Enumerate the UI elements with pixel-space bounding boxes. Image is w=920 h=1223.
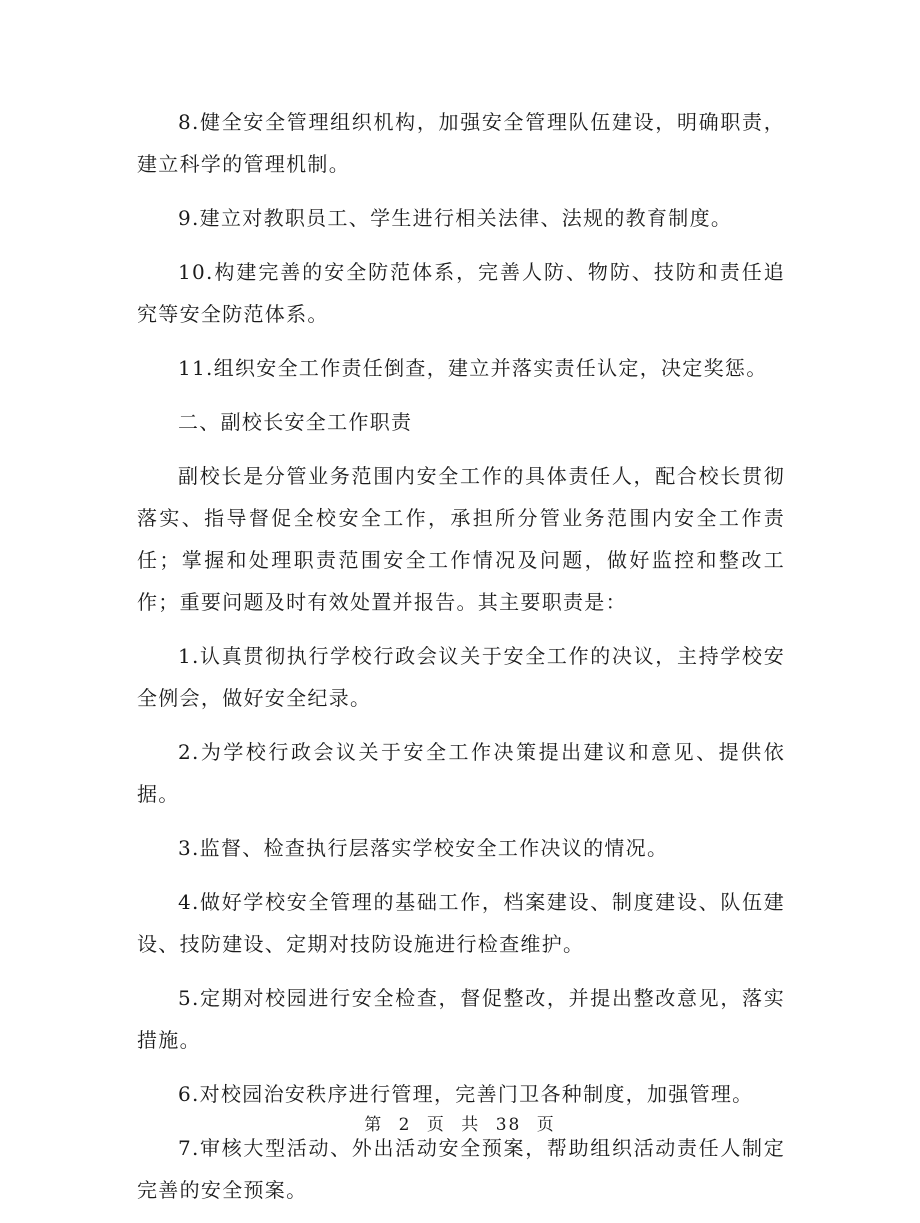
section-intro: 副校长是分管业务范围内安全工作的具体责任人，配合校长贯彻落实、指导督促全校安全工作，承担所分管业务范围内安全工作责任；掌握和处理职责范围安全工作情况及问题，做好监控和整改工作；重要问题及时有效处置并报告。其主要职责是： bbox=[137, 464, 785, 614]
paragraph-item-11: 11.组织安全工作责任倒查，建立并落实责任认定，决定奖惩。 bbox=[178, 356, 768, 380]
page-footer bbox=[0, 1110, 920, 1135]
duty-item-4: 4.做好学校安全管理的基础工作，档案建设、制度建设、队伍建设、技防建设、定期对技防设施进行检查维护。 bbox=[137, 890, 785, 956]
duty-item-6: 6.对校园治安秩序进行管理，完善门卫各种制度，加强管理。 bbox=[178, 1082, 754, 1106]
paragraph-item-10: 10.构建完善的安全防范体系，完善人防、物防、技防和责任追究等安全防范体系。 bbox=[137, 260, 785, 326]
duty-item-5: 5.定期对校园进行安全检查，督促整改，并提出整改意见，落实措施。 bbox=[137, 986, 785, 1052]
total-page-count: 38 bbox=[495, 1115, 522, 1135]
paragraph-item-9: 9.建立对教职员工、学生进行相关法律、法规的教育制度。 bbox=[178, 206, 733, 230]
footer-total-word: 共 bbox=[461, 1115, 481, 1135]
document-body bbox=[137, 101, 785, 1223]
footer-page-word: 页 bbox=[426, 1115, 446, 1135]
section-heading: 二、副校长安全工作职责 bbox=[178, 410, 413, 434]
paragraph-item-8: 8.健全安全管理组织机构，加强安全管理队伍建设，明确职责，建立科学的管理机制。 bbox=[137, 110, 785, 176]
duty-item-7: 7.审核大型活动、外出活动安全预案，帮助组织活动责任人制定完善的安全预案。 bbox=[137, 1136, 785, 1202]
duty-item-2: 2.为学校行政会议关于安全工作决策提出建议和意见、提供依据。 bbox=[137, 740, 785, 806]
footer-prefix: 第 bbox=[364, 1115, 384, 1135]
duty-item-1: 1.认真贯彻执行学校行政会议关于安全工作的决议，主持学校安全例会，做好安全纪录。 bbox=[137, 644, 785, 710]
current-page-number: 2 bbox=[398, 1115, 412, 1135]
footer-suffix: 页 bbox=[536, 1115, 556, 1135]
duty-item-3: 3.监督、检查执行层落实学校安全工作决议的情况。 bbox=[178, 836, 669, 860]
